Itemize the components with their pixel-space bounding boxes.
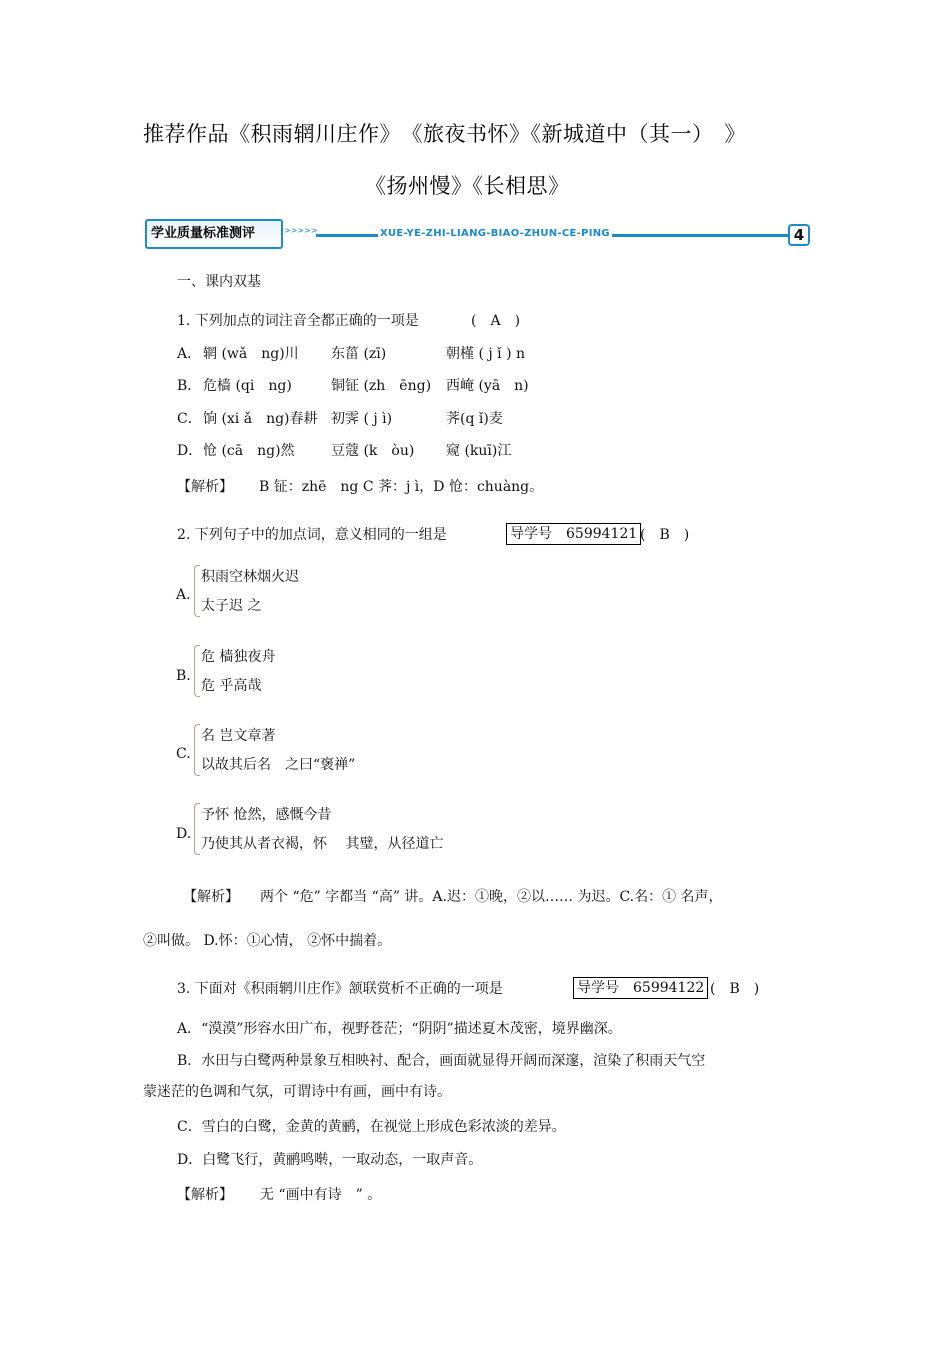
option-line: 予怀 怆然，感慨今昔	[201, 807, 332, 823]
question-answer: ( B )	[710, 981, 760, 997]
option-label: D．	[177, 443, 203, 459]
document-title-line2: 《扬州慢》《长相思》	[365, 174, 570, 198]
option-item: C．雪白的白鹭，金黄的黄鹂，在视觉上形成色彩浓淡的差异。	[177, 1119, 566, 1135]
banner-pinyin: XUE-YE-ZHI-LIANG-BIAO-ZHUN-CE-PING	[380, 228, 610, 239]
option-label: C．	[177, 411, 202, 427]
option-item-continued: 蒙迷茫的色调和气氛，可谓诗中有画，画中有诗。	[143, 1084, 451, 1100]
option-item: B．水田与白鹭两种景象互相映衬、配合，画面就显得开阔而深邃，渲染了积雨天气空	[177, 1053, 706, 1069]
option-item: 铜钲 (zh ēng)	[331, 378, 432, 394]
option-line: 积雨空林烟火迟	[201, 569, 299, 585]
option-item: 朝槿 ( j ǐ ) n	[446, 346, 526, 362]
question-stem: 3. 下面对《积雨辋川庄作》颔联赏析不正确的一项是	[177, 981, 503, 997]
question-stem: 1. 下列加点的词注音全都正确的一项是	[177, 313, 419, 329]
option-item: 窥 (kuī)江	[446, 443, 512, 459]
analysis-text-continued: ②叫做。 D.怀：①心情， ②怀中揣着。	[143, 933, 392, 949]
brace-icon	[194, 803, 200, 855]
analysis-text: B 钲：zhē ng C 荠：j ì，D 怆：chuàng。	[259, 479, 544, 495]
analysis-label: 【解析】	[177, 479, 233, 495]
question-answer: ( A )	[471, 313, 521, 329]
option-item: 东菑 (zī)	[331, 346, 387, 362]
option-item: 饷 (xi ǎ ng)春耕	[203, 411, 318, 427]
option-line: 危 乎高哉	[201, 678, 262, 694]
option-item: 辋 (wǎ ng)川	[203, 346, 299, 362]
reference-number-box: 导学号 65994122	[573, 977, 708, 999]
question-answer: ( B )	[640, 527, 690, 543]
option-item: D．白鹭飞行，黄鹂鸣啭，一取动态，一取声音。	[177, 1152, 483, 1168]
banner-label: 学业质量标准测评	[145, 219, 283, 249]
option-label: D.	[176, 826, 192, 842]
option-line: 乃使其从者衣褐，怀 其璧，从径道亡	[201, 836, 444, 852]
option-label: B．	[177, 378, 202, 394]
option-line: 名 岂文章著	[201, 728, 276, 744]
option-line: 以故其后名 之曰“褒禅”	[201, 757, 356, 773]
option-line: 太子迟 之	[201, 598, 262, 614]
option-item: 危樯 (qi ng)	[203, 378, 292, 394]
analysis-label: 【解析】	[177, 1187, 233, 1203]
option-line: 危 樯独夜舟	[201, 649, 276, 665]
option-label: A.	[176, 587, 191, 603]
option-item: 荠(q ǐ)麦	[446, 411, 503, 427]
option-item: 豆蔻 (k òu)	[331, 443, 415, 459]
reference-number-box: 导学号 65994121	[506, 523, 641, 545]
brace-icon	[194, 645, 200, 697]
analysis-text: 无 “画中有诗 ” 。	[260, 1187, 382, 1203]
question-stem: 2. 下列句子中的加点词，意义相同的一组是	[177, 527, 447, 543]
option-item: 怆 (cā ng)然	[203, 443, 295, 459]
section-heading: 一、课内双基	[177, 274, 261, 290]
document-title-line1: 推荐作品《积雨辋川庄作》 《旅夜书怀》《新城道中（其一） 》	[143, 122, 746, 146]
option-label: B.	[176, 668, 191, 684]
option-item: A．“漠漠”形容水田广布，视野苍茫；“阴阴”描述夏木茂密，境界幽深。	[177, 1021, 622, 1037]
analysis-text: 两个 “危” 字都当 “高” 讲。A.迟：①晚，②以…… 为迟。C.名：① 名声，	[260, 889, 723, 905]
banner-arrows-icon: >>>>>	[284, 226, 318, 235]
option-label: A．	[177, 346, 202, 362]
option-item: 西崦 (yā n)	[446, 378, 529, 394]
brace-icon	[194, 724, 200, 776]
option-label: C.	[176, 746, 191, 762]
banner-number-badge: 4	[788, 224, 810, 246]
option-item: 初霁 ( j ì)	[331, 411, 393, 427]
analysis-label: 【解析】	[183, 889, 239, 905]
brace-icon	[194, 565, 200, 617]
